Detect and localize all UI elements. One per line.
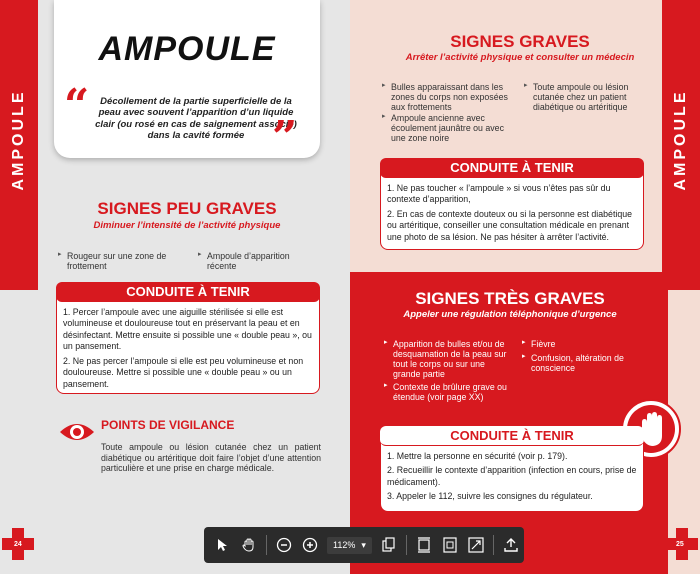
conduite-box-left — [56, 282, 320, 394]
fullscreen-icon[interactable] — [463, 532, 489, 558]
very-grave-subtitle: Appeler une régulation téléphonique d’urgence — [403, 309, 617, 320]
zoom-select[interactable] — [327, 537, 372, 554]
grave-bullet: ▸ Ampoule ancienne avec écoulement jaunâtre ou avec une zone noire — [382, 113, 512, 143]
conduite-item: 2. En cas de contexte douteux ou si la personne est diabétique ou artéritique, conseiller une consultation médicale en prenant une photo de sa lésion. Ne pas hésiter à arrêter l’activité. — [387, 208, 633, 242]
left-side-tab — [0, 0, 38, 290]
page-title: AMPOULE — [98, 30, 276, 68]
conduite-list — [387, 183, 639, 246]
right-tab-label: AMPOULE — [672, 89, 689, 191]
minor-signs-subtitle: Diminuer l’intensité de l’activité physique — [93, 220, 281, 231]
vigilance-text: Toute ampoule ou lésion cutanée chez un patient diabétique ou artéritique doit faire l’objet d’une attention particulière et une prise en charge médicale. — [101, 442, 321, 474]
very-grave-bullet: ▸ Contexte de brûlure grave ou étendue (voir page XX) — [384, 382, 508, 402]
right-page — [350, 0, 700, 574]
right-side-tab — [662, 0, 700, 290]
chevron-down-icon: ▾ — [361, 539, 366, 550]
minor-bullet: ▸ Rougeur sur une zone de frottement — [58, 251, 178, 271]
page-number-left: 24 — [14, 541, 22, 548]
conduite-item: 1. Mettre la personne en sécurité (voir p. 179). — [387, 451, 568, 461]
conduite-item: 2. Recueillir le contexte d’apparition (infection en cours, prise de médicament). — [387, 465, 637, 487]
conduite-title: CONDUITE À TENIR — [56, 282, 320, 302]
very-grave-bullet: ▸ Fièvre — [522, 339, 632, 349]
conduite-title: CONDUITE À TENIR — [380, 158, 644, 178]
zoom-out-icon[interactable] — [271, 532, 297, 558]
definition-text: Décollement de la partie superficielle de la peau avec souvent l’apparition d’un liquide clair (ou rosé en cas de saignement associé) dans la cavité formée — [95, 96, 297, 142]
hand-icon[interactable] — [236, 532, 262, 558]
conduite-box-very-grave — [380, 426, 644, 512]
very-grave-bullet: ▸ Confusion, altération de conscience — [522, 353, 632, 373]
conduite-item: 3. Appeler le 112, suivre les consignes du régulateur. — [387, 491, 593, 502]
very-grave-title: SIGNES TRÈS GRAVES — [415, 289, 605, 308]
conduite-item: 2. Ne pas percer l’ampoule si elle est peu volumineuse et non douloureuse. Mettre si possible une « double peau » ou un pansement. — [63, 355, 304, 389]
grave-bullet: ▸ Toute ampoule ou lésion cutanée chez un patient diabétique ou artéritique — [524, 82, 640, 112]
toolbar-divider — [406, 535, 407, 555]
conduite-list — [63, 307, 315, 393]
cursor-icon[interactable] — [210, 532, 236, 558]
zoom-value: 112% — [333, 540, 356, 550]
grave-signs-title: SIGNES GRAVES — [450, 32, 590, 51]
conduite-list — [387, 451, 639, 506]
minor-bullet: ▸ Ampoule d’apparition récente — [198, 251, 308, 271]
fit-width-icon[interactable] — [411, 532, 437, 558]
toolbar-divider — [493, 535, 494, 555]
grave-bullet: ▸ Bulles apparaissant dans les zones du corps non exposées aux frottements — [382, 82, 512, 112]
upload-icon[interactable] — [498, 532, 524, 558]
viewer-toolbar — [204, 527, 524, 563]
grave-signs-subtitle: Arrêter l’activité physique et consulter un médecin — [405, 52, 635, 63]
minor-signs-title: SIGNES PEU GRAVES — [97, 199, 277, 218]
very-grave-bullet: ▸ Apparition de bulles et/ou de desquamation de la peau sur tout le corps ou sur une grande partie — [384, 339, 508, 379]
copy-icon[interactable] — [376, 532, 402, 558]
conduite-title: CONDUITE À TENIR — [380, 426, 644, 446]
conduite-item: 1. Ne pas toucher « l’ampoule » si vous n’êtes pas sûr du contexte d’apparition, — [387, 183, 611, 205]
zoom-in-icon[interactable] — [297, 532, 323, 558]
vigilance-title: POINTS DE VIGILANCE — [101, 418, 235, 432]
quote-close-icon: ” — [272, 112, 298, 163]
left-tab-label: AMPOULE — [10, 89, 27, 191]
conduite-item: 1. Percer l’ampoule avec une aiguille stérilisée si elle est volumineuse et douloureuse tout en préservant la peau et en désinfectant. Mettre ensuite si possible une « double peau », ou un pansement. — [63, 307, 312, 352]
fit-page-icon[interactable] — [437, 532, 463, 558]
title-card — [54, 0, 320, 163]
quote-open-icon: “ — [64, 80, 90, 131]
eye-icon — [58, 418, 96, 446]
toolbar-divider — [266, 535, 267, 555]
conduite-box-grave — [380, 158, 644, 250]
page-number-right: 25 — [676, 541, 684, 548]
